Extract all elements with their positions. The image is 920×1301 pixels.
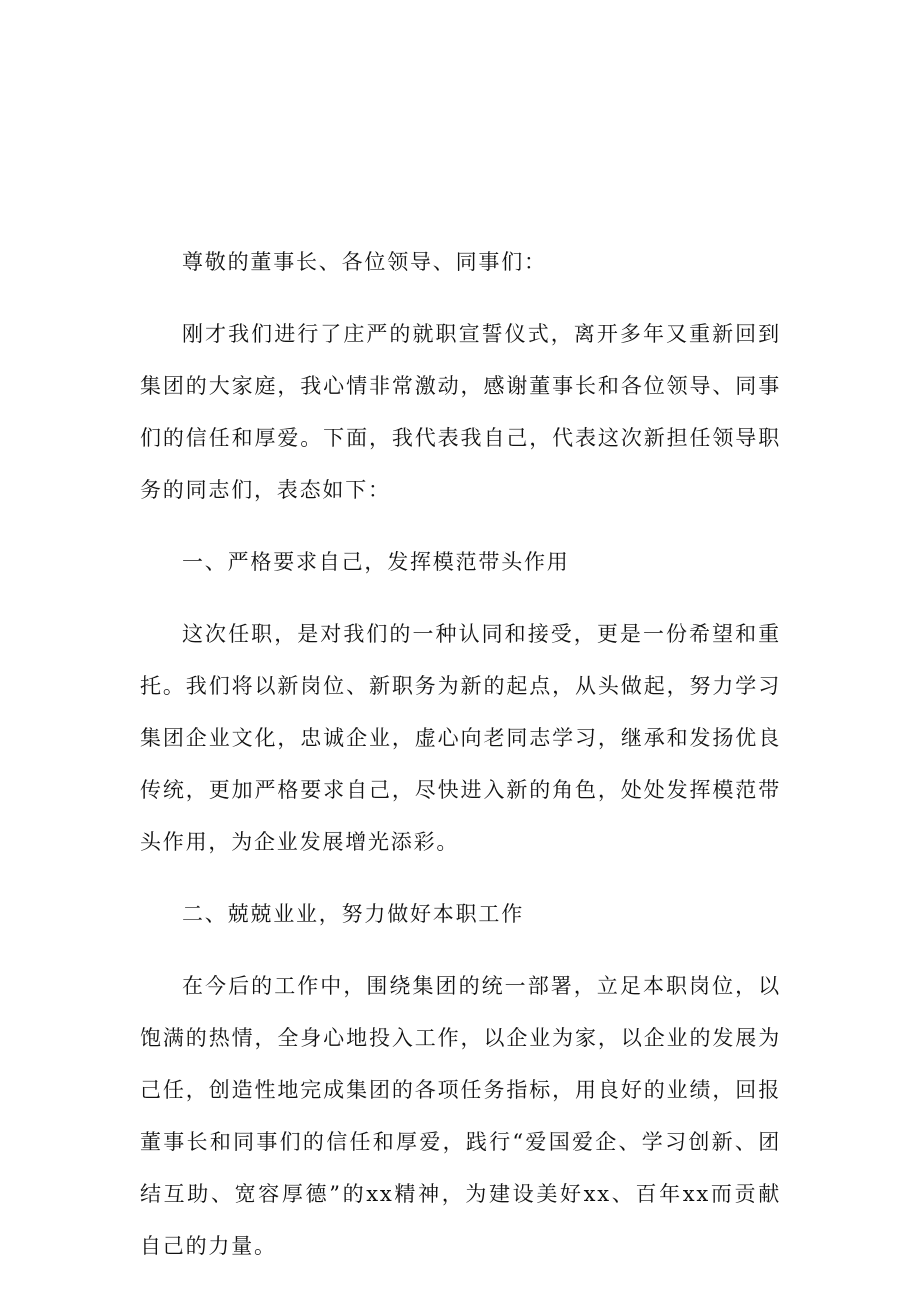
section-heading-2: 二、兢兢业业，努力做好本职工作: [182, 902, 524, 926]
document-body: [140, 236, 781, 1272]
opening-paragraph: 刚才我们进行了庄严的就职宣誓仪式，离开多年又重新回到集团的大家庭，我心情非常激动，感谢董事长和各位领导、同事们的信任和厚爱。下面，我代表我自己，代表这次新担任领导职务的同志们，表态如下：: [140, 322, 781, 502]
section-paragraph-1: 这次任职，是对我们的一种认同和接受，更是一份希望和重托。我们将以新岗位、新职务为新的起点，从头做起，努力学习集团企业文化，忠诚企业，虚心向老同志学习，继承和发扬优良传统，更加严格要求自己，尽快进入新的角色，处处发挥模范带头作用，为企业发展增光添彩。: [140, 622, 781, 854]
salutation: 尊敬的董事长、各位领导、同事们：: [182, 250, 547, 274]
section-heading-1: 一、严格要求自己，发挥模范带头作用: [182, 550, 570, 574]
section-paragraph-2: 在今后的工作中，围绕集团的统一部署，立足本职岗位，以饱满的热情，全身心地投入工作，以企业为家，以企业的发展为己任，创造性地完成集团的各项任务指标，用良好的业绩，回报董事长和同事们的信任和厚爱，践行“爱国爱企、学习创新、团结互助、宽容厚德”的xx精神，为建设美好xx、百年xx而贡献自己的力量。: [140, 974, 781, 1258]
